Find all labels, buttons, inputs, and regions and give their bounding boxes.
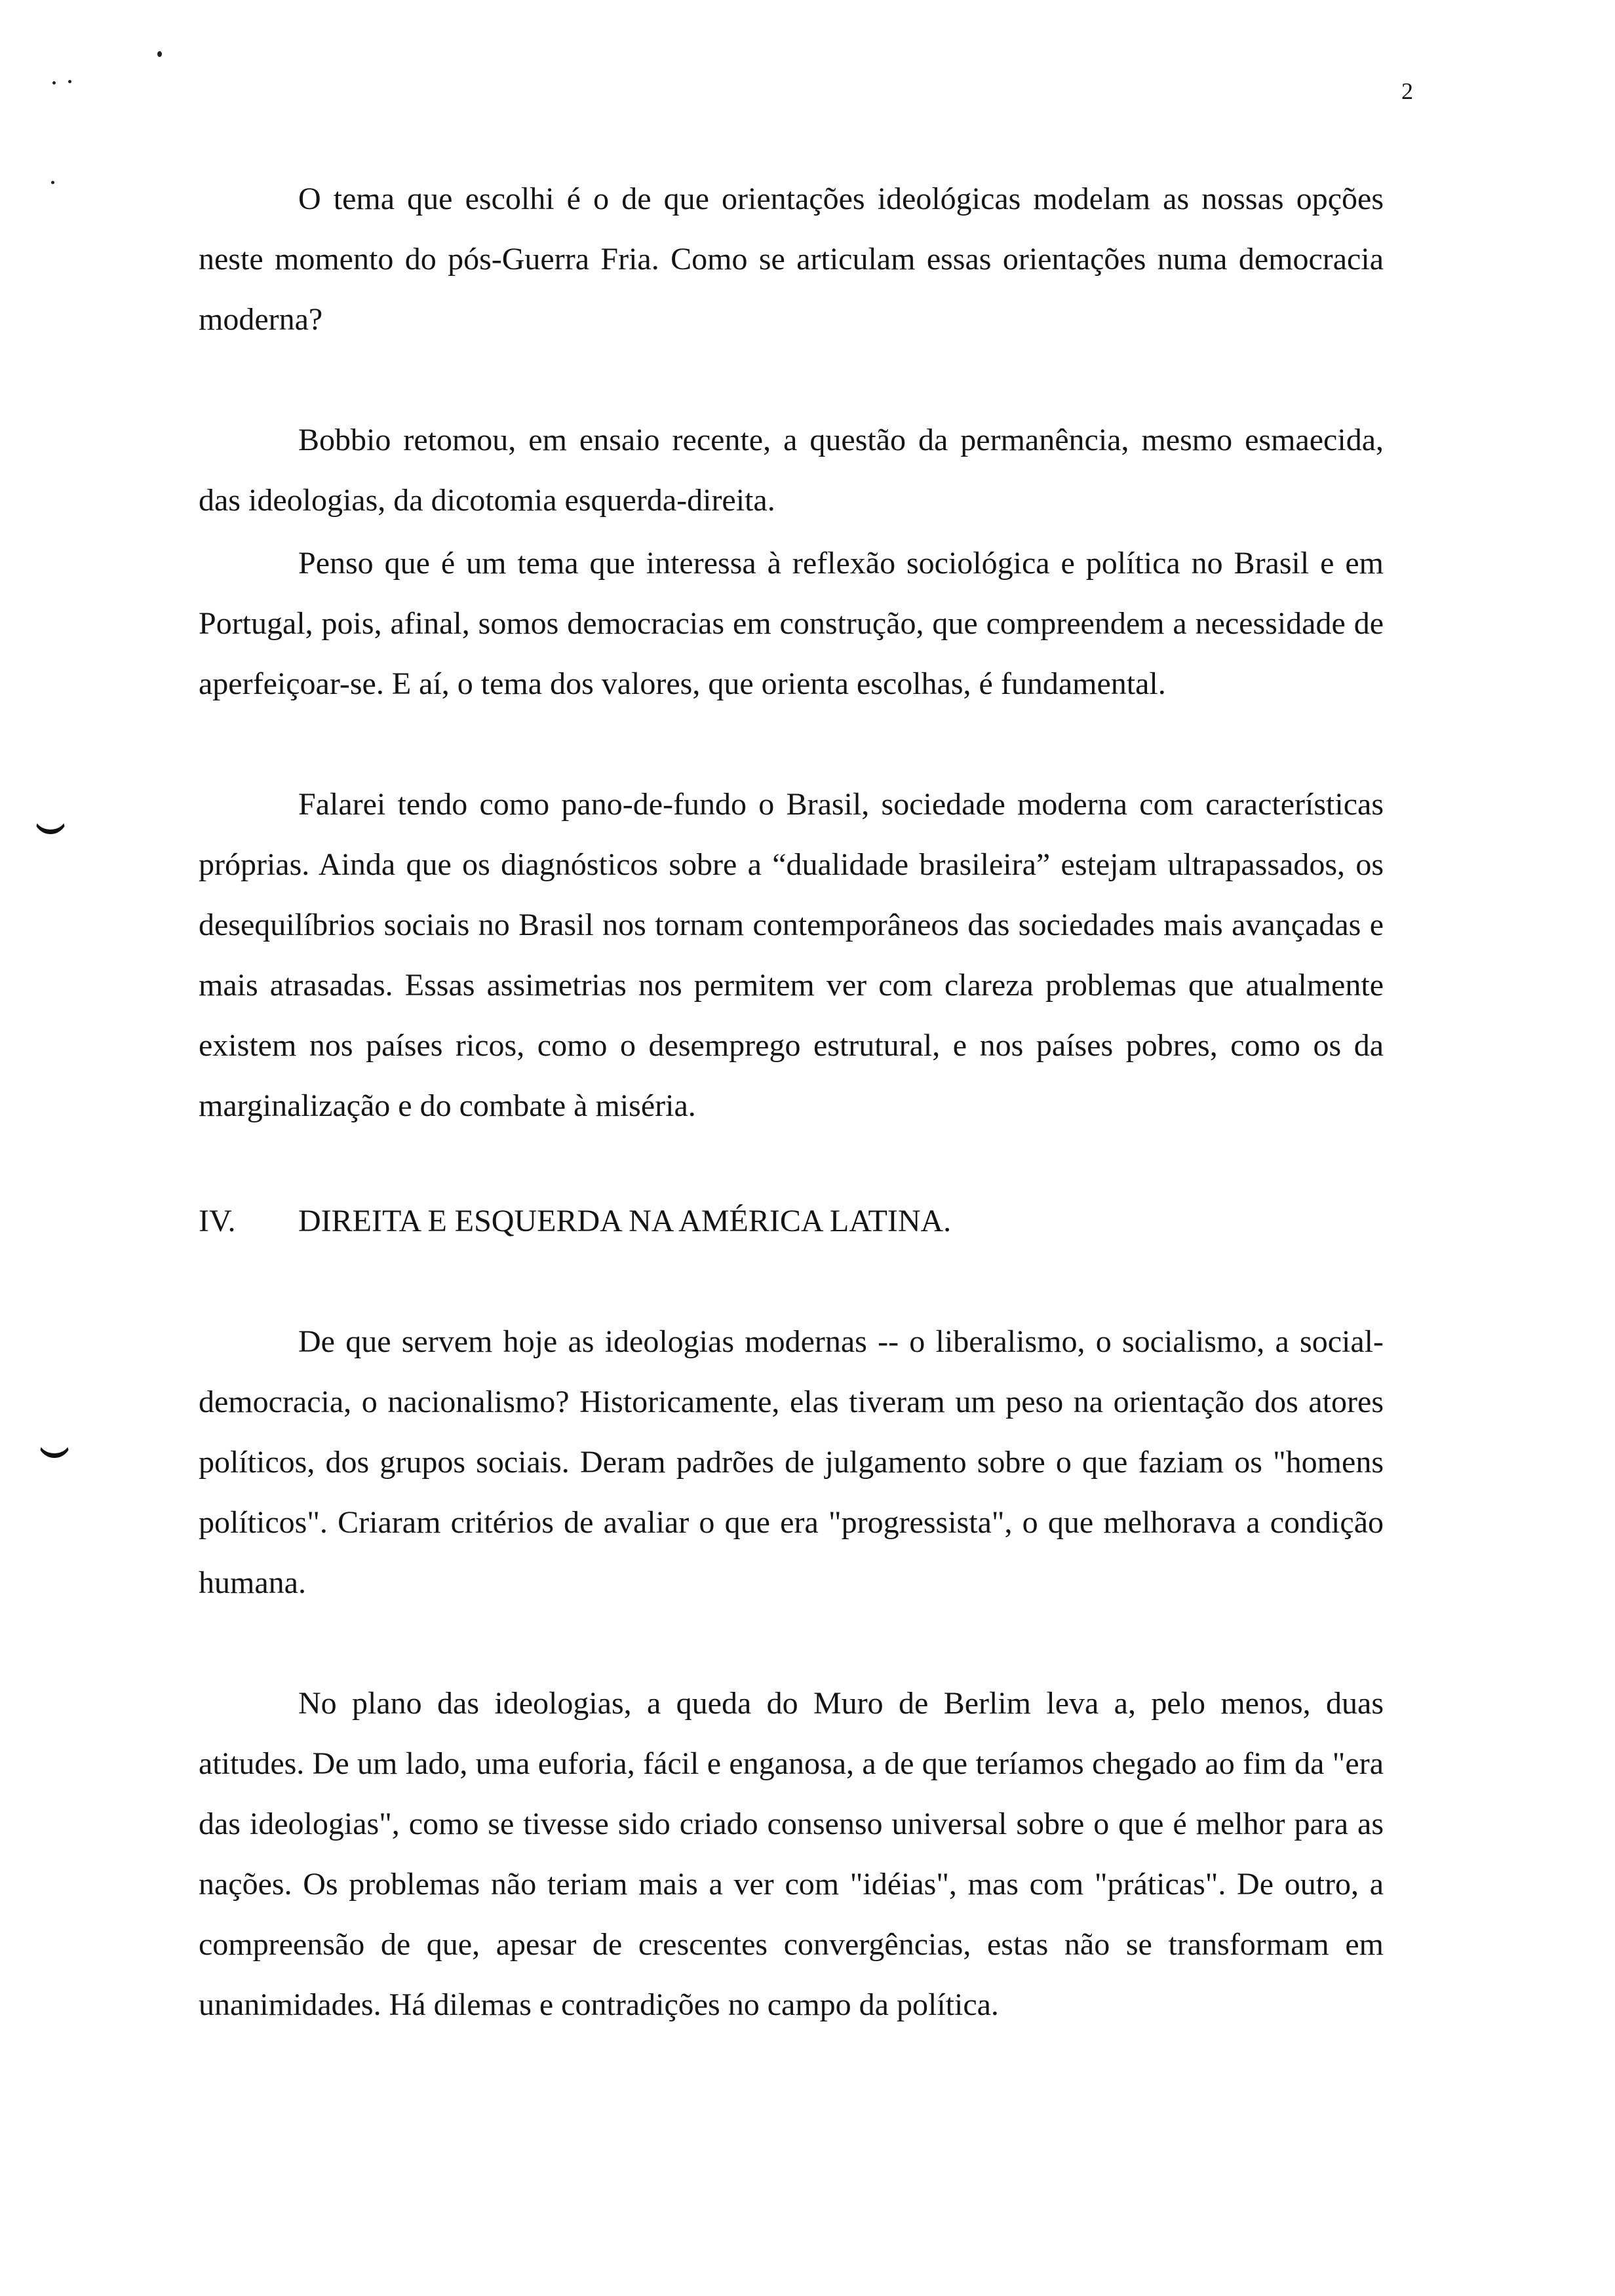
paragraph-topic: O tema que escolhi é o de que orientações ideológicas modelam as nossas opções neste momento do pós-Guerra Fria. Como se articulam essas orientações numa democracia moderna?	[199, 182, 1384, 337]
scan-speck	[157, 51, 162, 57]
scan-speck	[52, 81, 56, 85]
paragraph-ideologias-modernas: De que servem hoje as ideologias modernas -- o liberalismo, o socialismo, a social-democracia, o nacionalismo? Historicamente, elas tiveram um peso na orientação dos atores políticos, dos grupos sociais. Deram padrões de julgamento sobre o que faziam os "homens políticos". Criaram critérios de avaliar o que era "progressista", o que melhorava a condição humana.	[199, 1324, 1384, 1600]
punch-hole-mark	[38, 1439, 71, 1458]
paragraph-bobbio: Bobbio retomou, em ensaio recente, a questão da permanência, mesmo esmaecida, das ideologias, da dicotomia esquerda-direita.	[199, 423, 1384, 518]
page-number: 2	[1401, 78, 1413, 104]
scan-speck	[51, 181, 54, 184]
document-body	[199, 169, 1384, 2035]
paragraph-muro-de-berlim: No plano das ideologias, a queda do Muro de Berlim leva a, pelo menos, duas atitudes. De um lado, uma euforia, fácil e enganosa, a de que teríamos chegado ao fim da "era das ideologias", como se tivesse sido criado consenso universal sobre o que é melhor para as nações. Os problemas não teriam mais a ver com "idéias", mas com "práticas". De outro, a compreensão de que, apesar de crescentes convergências, estas não se transformam em unanimidades. Há dilemas e contradições no campo da política.	[199, 1686, 1384, 2022]
section-numeral: IV.	[199, 1204, 236, 1238]
paragraph-brasil-portugal: Penso que é um tema que interessa à reflexão sociológica e política no Brasil e em Portugal, pois, afinal, somos democracias em construção, que compreendem a necessidade de aperfeiçoar-se. E aí, o tema dos valores, que orienta escolhas, é fundamental.	[199, 546, 1384, 701]
section-heading	[199, 1191, 1384, 1252]
section-title: DIREITA E ESQUERDA NA AMÉRICA LATINA.	[298, 1204, 952, 1238]
scan-speck	[68, 80, 71, 83]
paragraph-pano-de-fundo: Falarei tendo como pano-de-fundo o Brasil, sociedade moderna com características próprias. Ainda que os diagnósticos sobre a “dualidade brasileira” estejam ultrapassados, os desequilíbrios sociais no Brasil nos tornam contemporâneos das sociedades mais avançadas e mais atrasadas. Essas assimetrias nos permitem ver com clareza problemas que atualmente existem nos países ricos, como o desemprego estrutural, e nos países pobres, como os da marginalização e do combate à miséria.	[199, 787, 1384, 1123]
punch-hole-mark	[34, 815, 67, 834]
